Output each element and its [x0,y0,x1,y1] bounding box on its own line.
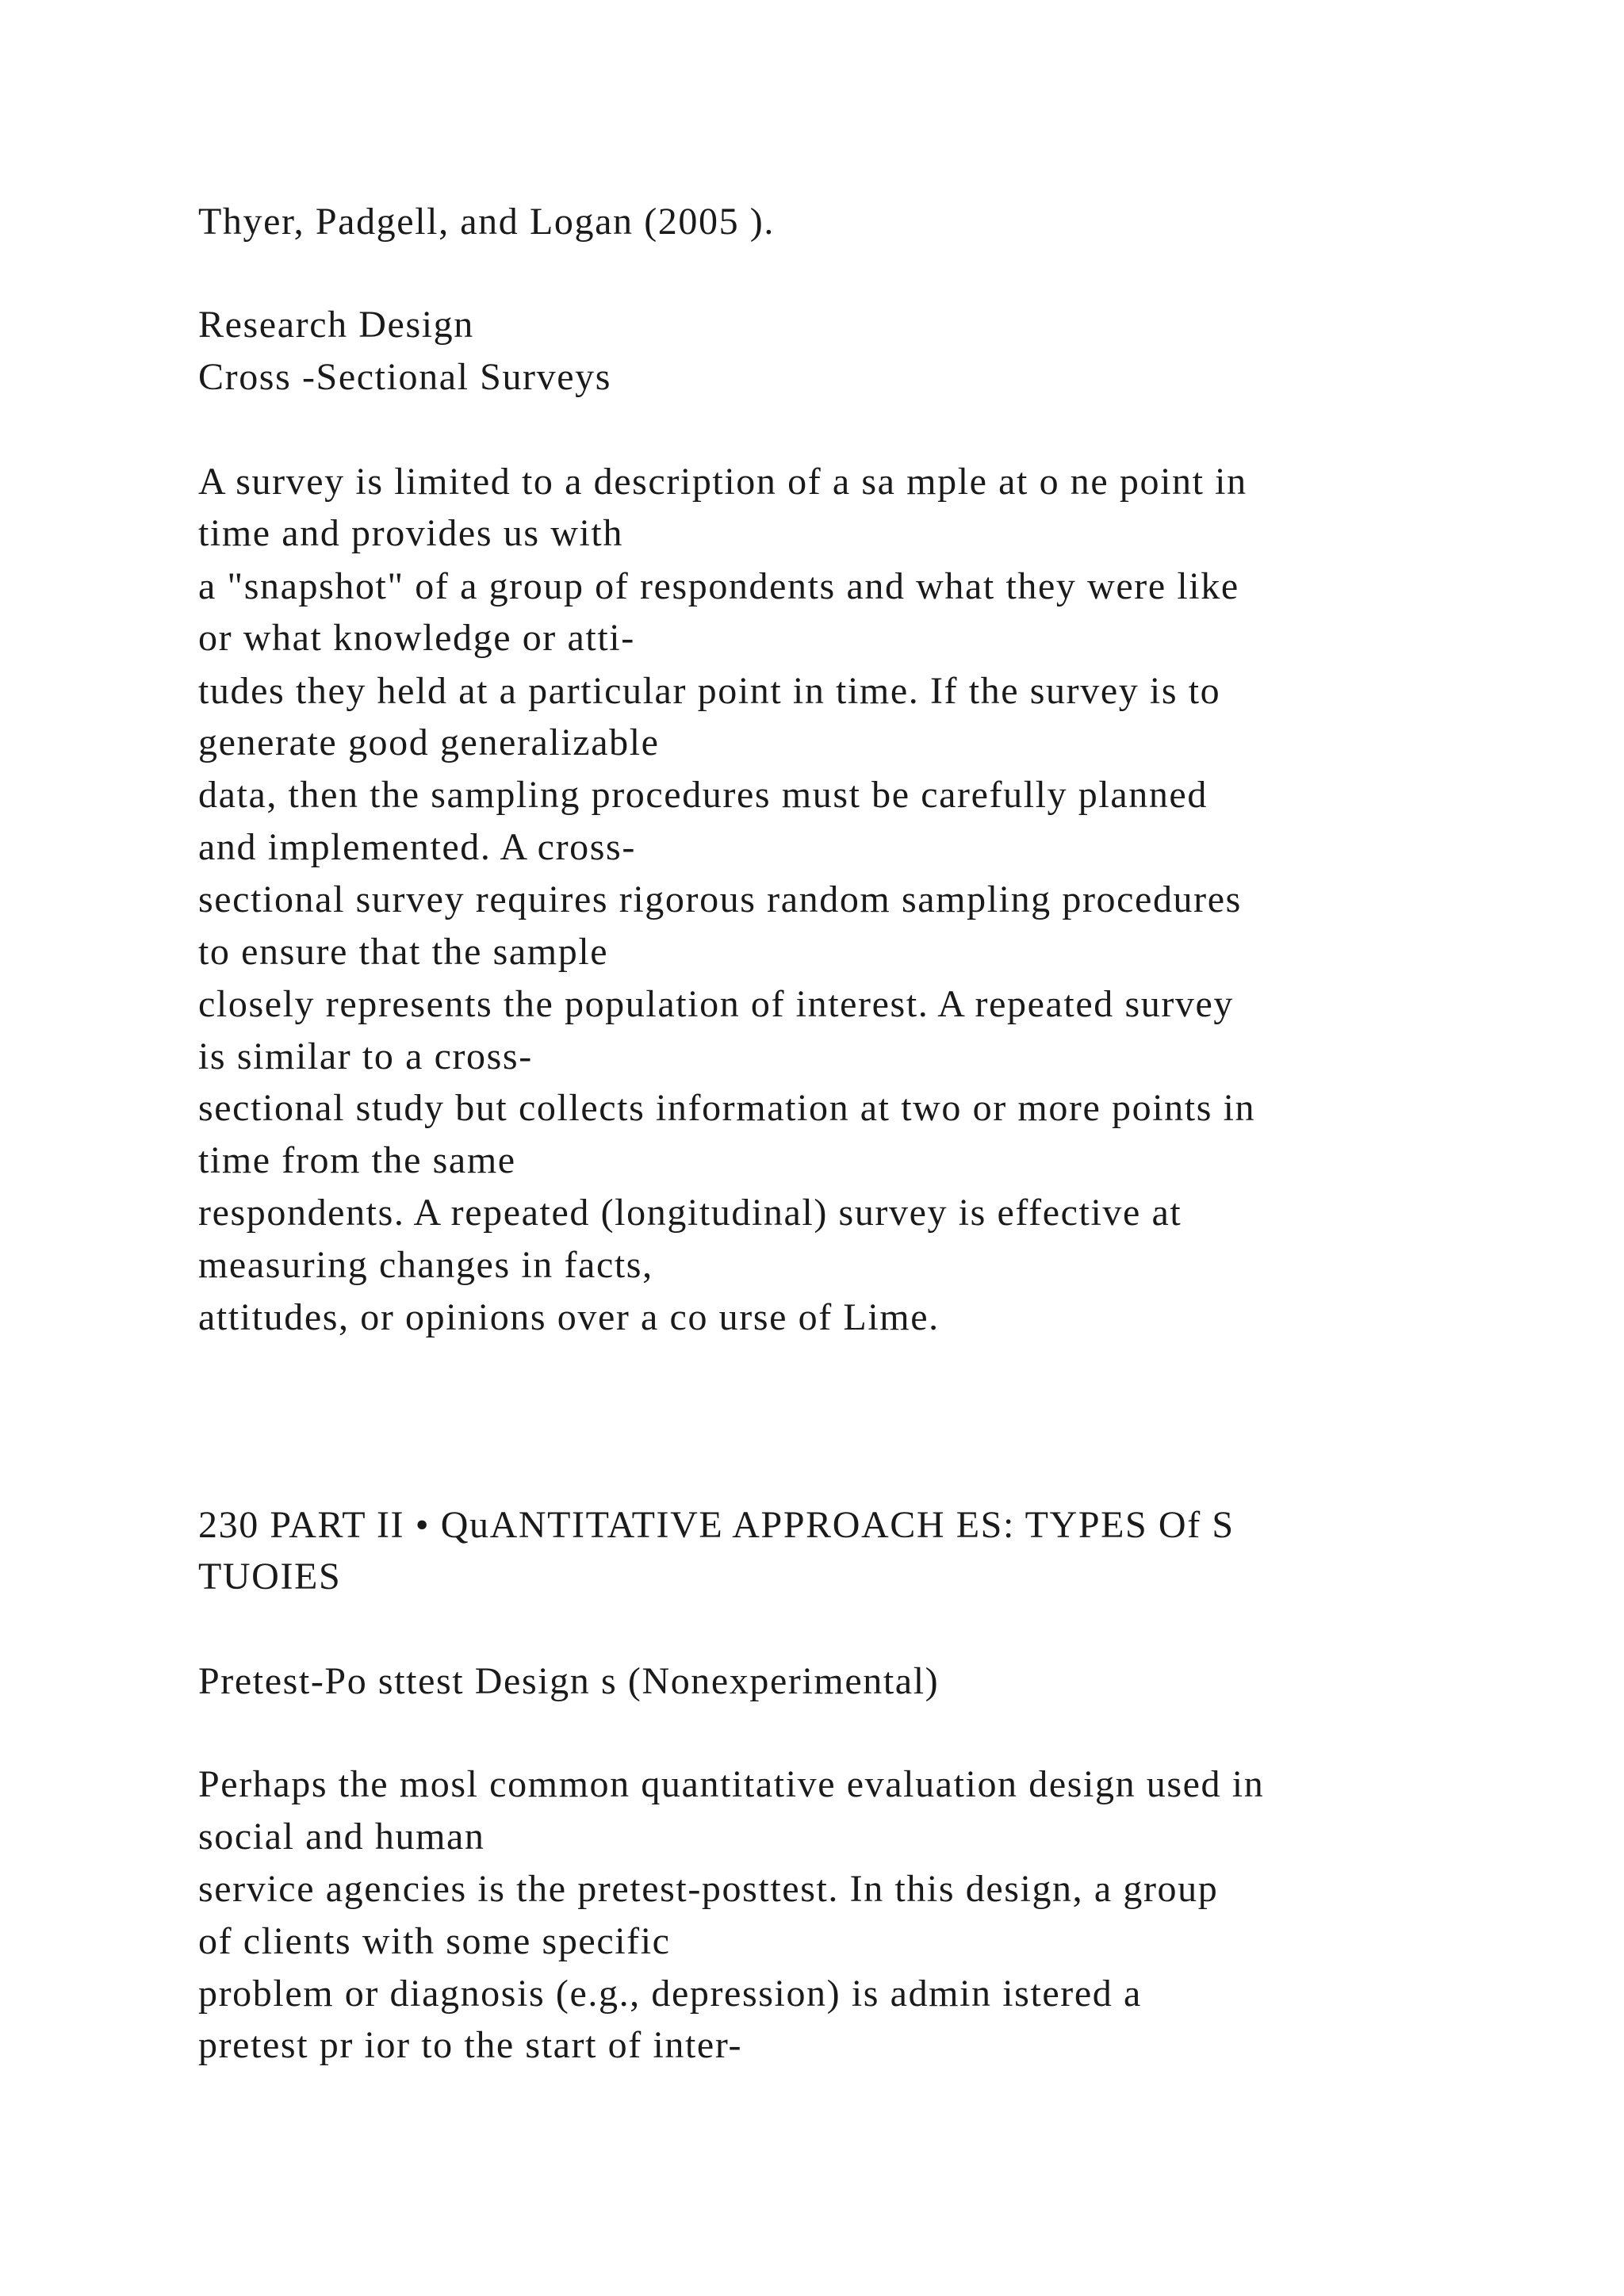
text-line: data, then the sampling procedures must be carefully planned [198,774,1208,816]
text-line: tudes they held at a particular point in time. If the survey is to [198,670,1221,712]
text-line: pretest pr ior to the start of inter- [198,2024,743,2066]
text-line: social and human [198,1816,485,1858]
text-line: sectional survey requires rigorous random sampling procedures [198,878,1242,920]
text-line: time and provides us with [198,512,623,554]
text-line: problem or diagnosis (e.g., depression) is admin istered a [198,1973,1142,2015]
text-line: Perhaps the mosl common quantitative evaluation design used in [198,1763,1265,1805]
text-line: is similar to a cross- [198,1035,533,1077]
text-line: 230 PART II • QuANTITATIVE APPROACH ES: TYPES Of S [198,1504,1235,1546]
text-line: a "snapshot" of a group of respondents and what they were like [198,565,1239,607]
citation: Thyer, Padgell, and Logan (2005 ). [198,201,775,243]
text-line: respondents. A repeated (longitudinal) survey is effective at [198,1192,1182,1234]
text-line: A survey is limited to a description of a sa mple at o ne point in [198,461,1247,503]
text-line: time from the same [198,1139,516,1181]
subsection-heading: Cross -Sectional Surveys [198,356,612,398]
section-heading: Research Design [198,304,474,346]
text-line: TUOIES [198,1556,342,1598]
text-line: of clients with some specific [198,1920,671,1962]
section-heading-pretest-posttest: Pretest-Po sttest Design s (Nonexperimental) [198,1660,940,1702]
document-page [198,0,1546,2296]
text-line: sectional study but collects information at two or more points in [198,1087,1256,1129]
text-line: measuring changes in facts, [198,1244,653,1286]
text-line: service agencies is the pretest-posttest. In this design, a group [198,1868,1219,1910]
text-line: attitudes, or opinions over a co urse of Lime. [198,1296,940,1338]
text-line: generate good generalizable [198,721,660,763]
text-line: or what knowledge or atti- [198,617,635,659]
text-line: to ensure that the sample [198,931,609,973]
text-line: closely represents the population of interest. A repeated survey [198,983,1235,1025]
text-line: and implemented. A cross- [198,826,636,868]
